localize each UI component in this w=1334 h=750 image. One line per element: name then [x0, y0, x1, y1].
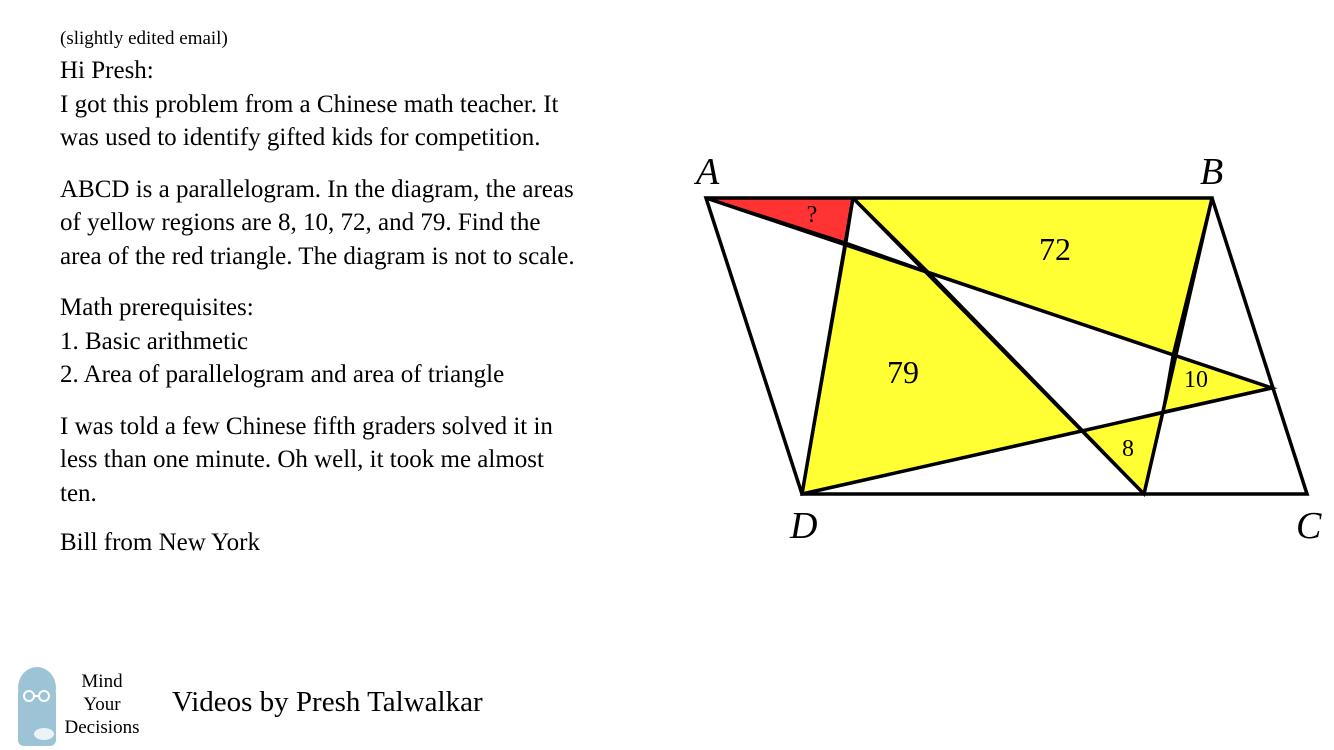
prereq-title: Math prerequisites: [60, 294, 254, 321]
region-label-red: ? [806, 202, 818, 228]
brand-line: Decisions [64, 717, 140, 738]
region-label-10: 10 [1184, 367, 1208, 393]
signature: Bill from New York [60, 529, 261, 556]
vertex-label-b: B [1200, 151, 1224, 193]
email-note: (slightly edited email) [60, 28, 228, 49]
problem-line: ABCD is a parallelogram. In the diagram, the areas [60, 175, 574, 203]
intro-line: was used to identify gifted kids for competition. [60, 124, 541, 151]
vertex-label-c: C [1296, 505, 1322, 547]
logo-head-icon [14, 666, 60, 746]
vertex-label-d: D [790, 505, 818, 547]
byline: Videos by Presh Talwalkar [172, 686, 483, 718]
prereq-item: 2. Area of parallelogram and area of triangle [60, 361, 505, 388]
region-label-72: 72 [1039, 231, 1071, 267]
region-label-8: 8 [1122, 436, 1134, 462]
vertex-label-a: A [696, 151, 720, 193]
brand-line: Your [83, 694, 121, 715]
intro-line: I got this problem from a Chinese math teacher. It [60, 90, 559, 118]
brand-line: Mind [81, 671, 123, 692]
closing-line: I was told a few Chinese fifth graders solved it in [60, 412, 553, 440]
region-label-79: 79 [887, 354, 919, 390]
problem-line: area of the red triangle. The diagram is not to scale. [60, 242, 575, 270]
problem-line: of yellow regions are 8, 10, 72, and 79. Find the [60, 209, 541, 236]
closing-line: ten. [60, 479, 97, 507]
greeting: Hi Presh: [60, 57, 154, 84]
brand-footer [0, 660, 560, 750]
closing-line: less than one minute. Oh well, it took me almost [60, 446, 544, 473]
prereq-item: 1. Basic arithmetic [60, 327, 249, 355]
brand-name [60, 670, 144, 739]
